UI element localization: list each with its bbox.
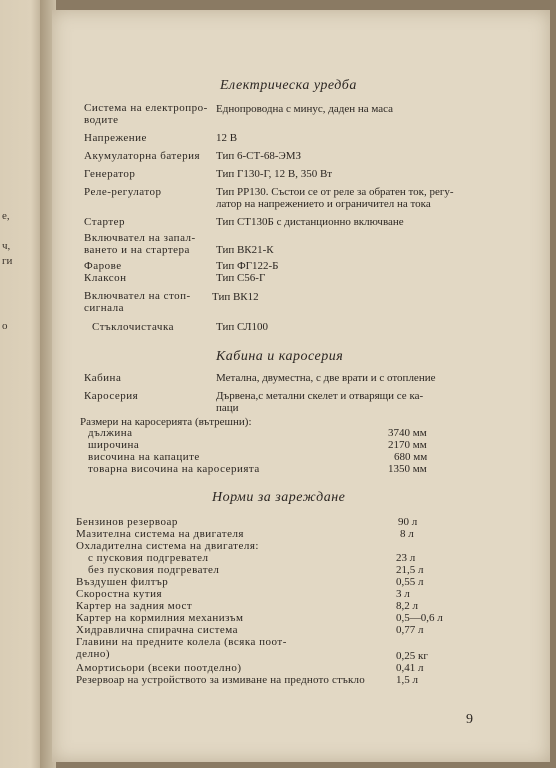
dim-value: 1350 мм [388, 463, 427, 475]
row-label: Клаксон [84, 272, 127, 284]
norm-value: 8 л [400, 528, 414, 540]
row-value: паци [216, 402, 239, 414]
row-label: Система на електропро- [84, 102, 208, 114]
section-title-cabin: Кабина и каросерия [216, 349, 344, 364]
norm-value: 90 л [398, 516, 418, 528]
row-label: Включвател на запал- [84, 232, 196, 244]
norm-value: 0,77 л [396, 624, 424, 636]
norm-value: 0,25 кг [396, 650, 428, 662]
left-page-fragment: ги [2, 255, 13, 267]
norm-label: Главини на предните колела (всяка поот- [76, 636, 287, 648]
document-page [52, 10, 550, 762]
dim-label: дължина [88, 427, 133, 439]
row-value: Тип ВК12 [212, 291, 259, 303]
row-value: Тип ВК21-К [216, 244, 274, 256]
row-label: Реле-регулатор [84, 186, 162, 198]
dim-value: 2170 мм [388, 439, 427, 451]
norm-value: 1,5 л [396, 674, 418, 686]
norm-value: 8,2 л [396, 600, 418, 612]
section-title-refill: Норми за зареждане [212, 490, 346, 505]
norm-label: с пусковия подгревател [88, 552, 209, 564]
norm-value: 0,55 л [396, 576, 424, 588]
norm-label: Скоростна кутия [76, 588, 163, 600]
dim-label: височина на капаците [88, 451, 200, 463]
row-label: сигнала [84, 302, 125, 314]
row-label: ването и на стартера [84, 244, 190, 256]
norm-label: Картер на кормилния механизъм [76, 612, 244, 624]
row-value: Тип РР130. Състои се от реле за обратен ток, регу- [216, 186, 454, 198]
row-value: Еднопроводна с минус, даден на маса [216, 103, 394, 115]
row-label: Стъклочистачка [92, 321, 175, 333]
row-label: Кабина [84, 372, 122, 384]
row-value: Метална, двуместна, с две врати и с отопление [216, 372, 436, 384]
section-title-electrical: Електрическа уредба [220, 78, 357, 93]
row-value: Тип Г130-Г, 12 В, 350 Вт [216, 168, 333, 180]
norm-label: Охладителна система на двигателя: [76, 540, 259, 552]
norm-value: 21,5 л [396, 564, 424, 576]
norm-label: Резервоар на устройството за измиване на предното стъкло [76, 674, 365, 686]
norm-label: делно) [76, 648, 111, 660]
row-label: водите [84, 114, 119, 126]
row-value: Тип С56-Г [216, 272, 266, 284]
dims-title: Размери на каросерията (вътрешни): [80, 416, 252, 428]
norm-value: 0,41 л [396, 662, 424, 674]
norm-value: 3 л [396, 588, 410, 600]
page-number: 9 [466, 712, 473, 727]
row-value: Тип 6-СТ-68-ЭМЗ [216, 150, 302, 162]
norm-label: Хидравлична спирачна система [76, 624, 239, 636]
norm-label: Въздушен филтър [76, 576, 169, 588]
row-value: Тип СЛ100 [216, 321, 268, 333]
left-page-fragment: е, [2, 210, 10, 222]
norm-label: Картер на задния мост [76, 600, 193, 612]
row-value: латор на напрежението и ограничител на тока [216, 198, 431, 210]
row-label: Фарове [84, 260, 122, 272]
row-value: 12 В [216, 132, 238, 144]
norm-label: Мазителна система на двигателя [76, 528, 244, 540]
norm-value: 0,5—0,6 л [396, 612, 443, 624]
left-page-edge [0, 0, 44, 768]
norm-label: Амортисьори (всеки поотделно) [76, 662, 242, 674]
left-page-fragment: ч, [2, 240, 11, 252]
left-page-fragment: о [2, 320, 8, 332]
row-value: Тип ФГ122-Б [216, 260, 279, 272]
row-value: Тип СТ130Б с дистанционно включване [216, 216, 404, 228]
norm-label: Бензинов резервоар [76, 516, 178, 528]
dim-value: 3740 мм [388, 427, 427, 439]
row-label: Напрежение [84, 132, 147, 144]
norm-value: 23 л [396, 552, 416, 564]
dim-label: широчина [88, 439, 140, 451]
norm-label: без пусковия подгревател [88, 564, 220, 576]
row-label: Генератор [84, 168, 136, 180]
dim-value: 680 мм [394, 451, 428, 463]
row-label: Акумулаторна батерия [84, 150, 201, 162]
row-label: Включвател на стоп- [84, 290, 191, 302]
row-value: Дървена,с метални скелет и отварящи се ка- [216, 390, 424, 402]
row-label: Каросерия [84, 390, 139, 402]
dim-label: товарна височина на каросерията [88, 463, 260, 475]
row-label: Стартер [84, 216, 126, 228]
